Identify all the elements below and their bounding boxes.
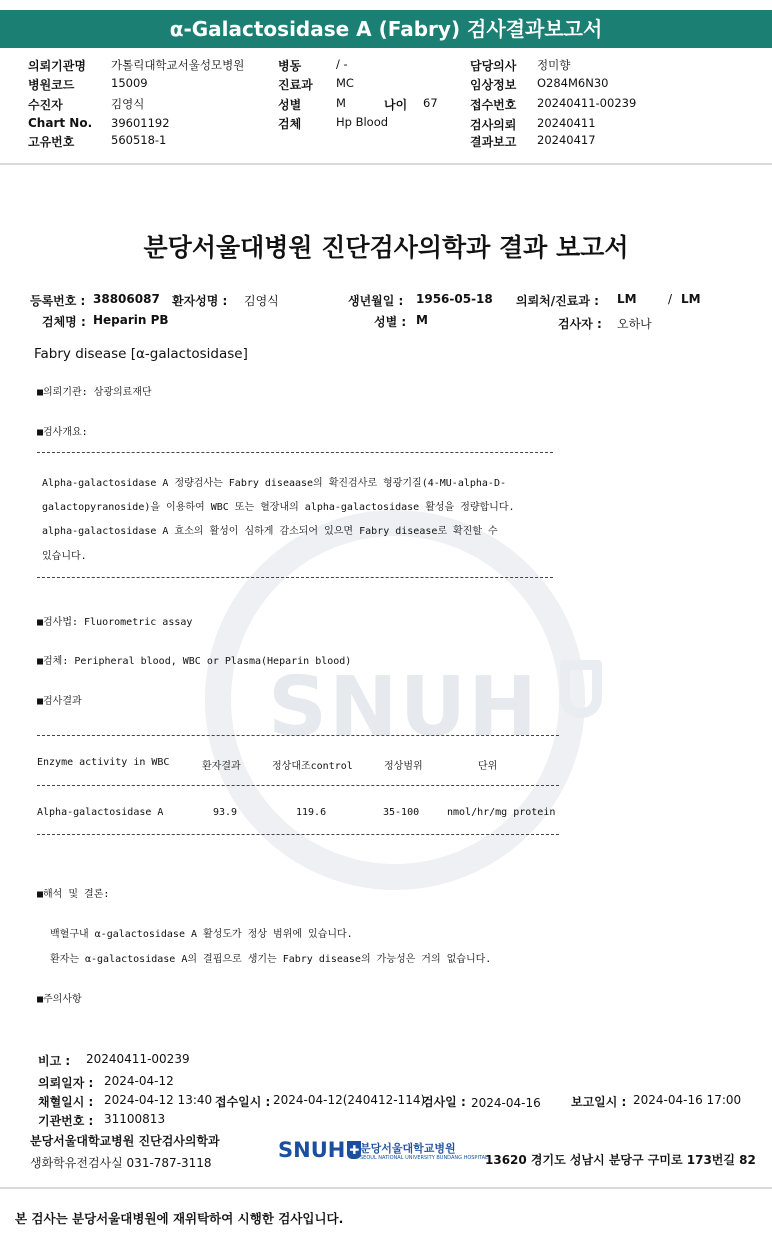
patient-label: 수진자: [28, 98, 63, 112]
recv-label: 접수일시 :: [215, 1095, 271, 1109]
overview-line-1: Alpha-galactosidase A 정량검사는 Fabry diseaase의 확진검사로 형광기질(4-MU-alpha-D-: [42, 478, 506, 489]
table-cell-patient: 93.9: [213, 807, 238, 818]
req-dept-value-2: LM: [681, 292, 701, 306]
tester-value: 오하나: [617, 317, 652, 331]
patient-value: 김영식: [111, 97, 145, 111]
spec-label: 검체명 :: [42, 315, 86, 329]
note-value: 20240411-00239: [86, 1052, 190, 1066]
interp-line-1: 백혈구내 α-galactosidase A 활성도가 정상 범위에 있습니다.: [50, 929, 353, 940]
caution-head: ■주의사항: [37, 994, 82, 1005]
table-header-unit: 단위: [478, 761, 498, 772]
dob-value: 1956-05-18: [416, 292, 493, 306]
doctor-label: 담당의사: [470, 59, 517, 73]
table-cell-unit: nmol/hr/mg protein: [447, 807, 556, 818]
logo-shield-icon: ✚: [349, 1143, 360, 1157]
name-label: 환자성명 :: [172, 294, 228, 308]
dept-footer: 분당서울대학교병원 진단검사의학과: [30, 1134, 220, 1148]
logo-text: SNUH: [278, 1138, 346, 1162]
req-dept-label: 의뢰처/진료과 :: [516, 294, 599, 308]
note-label: 비고 :: [38, 1054, 71, 1068]
spec-value: Heparin PB: [93, 313, 169, 327]
ward-value: / -: [336, 57, 348, 71]
dept-value: MC: [336, 76, 354, 90]
result-head: ■검사결과: [37, 696, 82, 707]
tester-label: 검사자 :: [558, 317, 602, 331]
reqdate-label: 의뢰일자 :: [38, 1076, 94, 1090]
interp-line-2: 환자는 α-galactosidase A의 결핍으로 생기는 Fabry disease의 가능성은 거의 없습니다.: [50, 954, 492, 965]
sex-value: M: [336, 96, 346, 110]
method: ■검사법: Fluorometric assay: [37, 617, 193, 628]
receipt-value: 20240411-00239: [537, 96, 637, 110]
report-date-value: 20240417: [537, 133, 596, 147]
clinical-label: 임상정보: [470, 78, 517, 92]
dob-label: 생년월일 :: [348, 294, 404, 308]
org-label: 의뢰기관명: [28, 59, 86, 73]
code-label: 병원코드: [28, 78, 75, 92]
table-rule-top: [37, 735, 559, 736]
disease-title: Fabry disease [α-galactosidase]: [34, 346, 248, 362]
reqdate-value: 2024-04-12: [104, 1074, 174, 1088]
logo-name: 분당서울대학교병원: [360, 1142, 456, 1155]
specimen-value: Hp Blood: [336, 115, 389, 129]
receipt-label: 접수번호: [470, 98, 517, 112]
inst-value: 31100813: [104, 1112, 166, 1126]
overview-line-2: galactopyranoside)을 이용하여 WBC 또는 혈장내의 alpha-galactosidase 활성을 정량합니다.: [42, 502, 515, 513]
sex-label: 성별: [278, 98, 302, 112]
overview-rule-bottom: [37, 577, 553, 578]
collect-label: 채혈일시 :: [38, 1095, 94, 1109]
uid-label: 고유번호: [28, 135, 75, 149]
reg-value: 38806087: [93, 292, 160, 306]
table-cell-range: 35-100: [383, 807, 420, 818]
logo-subtitle: SEOUL NATIONAL UNIVERSITY BUNDANG HOSPITAL: [360, 1155, 488, 1161]
table-header-range: 정상범위: [384, 761, 423, 772]
overview-rule-top: [37, 452, 553, 453]
sample: ■검체: Peripheral blood, WBC or Plasma(Heparin blood): [37, 656, 352, 667]
dept-label: 진료과: [278, 78, 313, 92]
table-rule-mid: [37, 785, 559, 786]
contact: 생화학유전검사실 031-787-3118: [30, 1156, 212, 1170]
testdate-label: 검사일 :: [422, 1095, 466, 1109]
report-sex-value: M: [416, 313, 428, 327]
overview-line-3: alpha-galactosidase A 효소의 활성이 심하게 감소되어 있으면 Fabry disease로 확진할 수: [42, 526, 498, 537]
org-value: 가톨릭대학교서울성모병원: [111, 58, 245, 72]
request-value: 20240411: [537, 116, 596, 130]
interp-head: ■해석 및 결론:: [37, 889, 110, 900]
report-date-label: 결과보고: [470, 135, 517, 149]
ref-org: ■의뢰기관: 삼광의료재단: [37, 387, 152, 398]
report-sex-label: 성별 :: [374, 315, 407, 329]
req-dept-sep: /: [668, 292, 673, 306]
uid-value: 560518-1: [111, 133, 167, 147]
reportdate-label: 보고일시 :: [571, 1095, 627, 1109]
watermark-text: SNUH: [268, 660, 539, 755]
recv-value: 2024-04-12(240412-114): [273, 1093, 426, 1107]
report-header: α-Galactosidase A (Fabry) 검사결과보고서: [0, 10, 772, 48]
footer-note: 본 검사는 분당서울대병원에 재위탁하여 시행한 검사입니다.: [15, 1211, 344, 1226]
table-cell-control: 119.6: [296, 807, 327, 818]
table-cell-enzyme: Alpha-galactosidase A: [37, 807, 164, 818]
chart-label: Chart No.: [28, 116, 93, 130]
clinical-value: O284M6N30: [537, 76, 609, 90]
request-label: 검사의뢰: [470, 118, 517, 132]
testdate-value: 2024-04-16: [471, 1096, 541, 1110]
age-label: 나이: [384, 98, 408, 112]
collect-value: 2024-04-12 13:40: [104, 1093, 213, 1107]
table-header-patient: 환자결과: [202, 761, 241, 772]
req-dept-value-1: LM: [617, 292, 637, 306]
chart-value: 39601192: [111, 116, 170, 130]
inst-label: 기관번호 :: [38, 1114, 94, 1128]
overview-line-4: 있습니다.: [42, 551, 87, 562]
report-title: 분당서울대병원 진단검사의학과 결과 보고서: [143, 233, 629, 262]
hospital-logo: [278, 1138, 361, 1162]
ward-label: 병동: [278, 59, 302, 73]
age-value: 67: [423, 96, 438, 110]
table-header-enzyme: Enzyme activity in WBC: [37, 757, 170, 768]
divider-bottom: [0, 1187, 772, 1189]
divider-top: [0, 163, 772, 165]
reg-label: 등록번호 :: [30, 294, 86, 308]
address: 13620 경기도 성남시 분당구 구미로 173번길 82: [485, 1153, 756, 1167]
table-header-control: 정상대조control: [272, 761, 353, 772]
name-value: 김영식: [244, 294, 279, 308]
code-value: 15009: [111, 76, 148, 90]
watermark-shield-icon: [560, 660, 602, 718]
specimen-label: 검체: [278, 117, 302, 131]
doctor-value: 정미향: [537, 58, 571, 72]
reportdate-value: 2024-04-16 17:00: [633, 1093, 742, 1107]
overview-head: ■검사개요:: [37, 427, 88, 438]
table-rule-bottom: [37, 834, 559, 835]
